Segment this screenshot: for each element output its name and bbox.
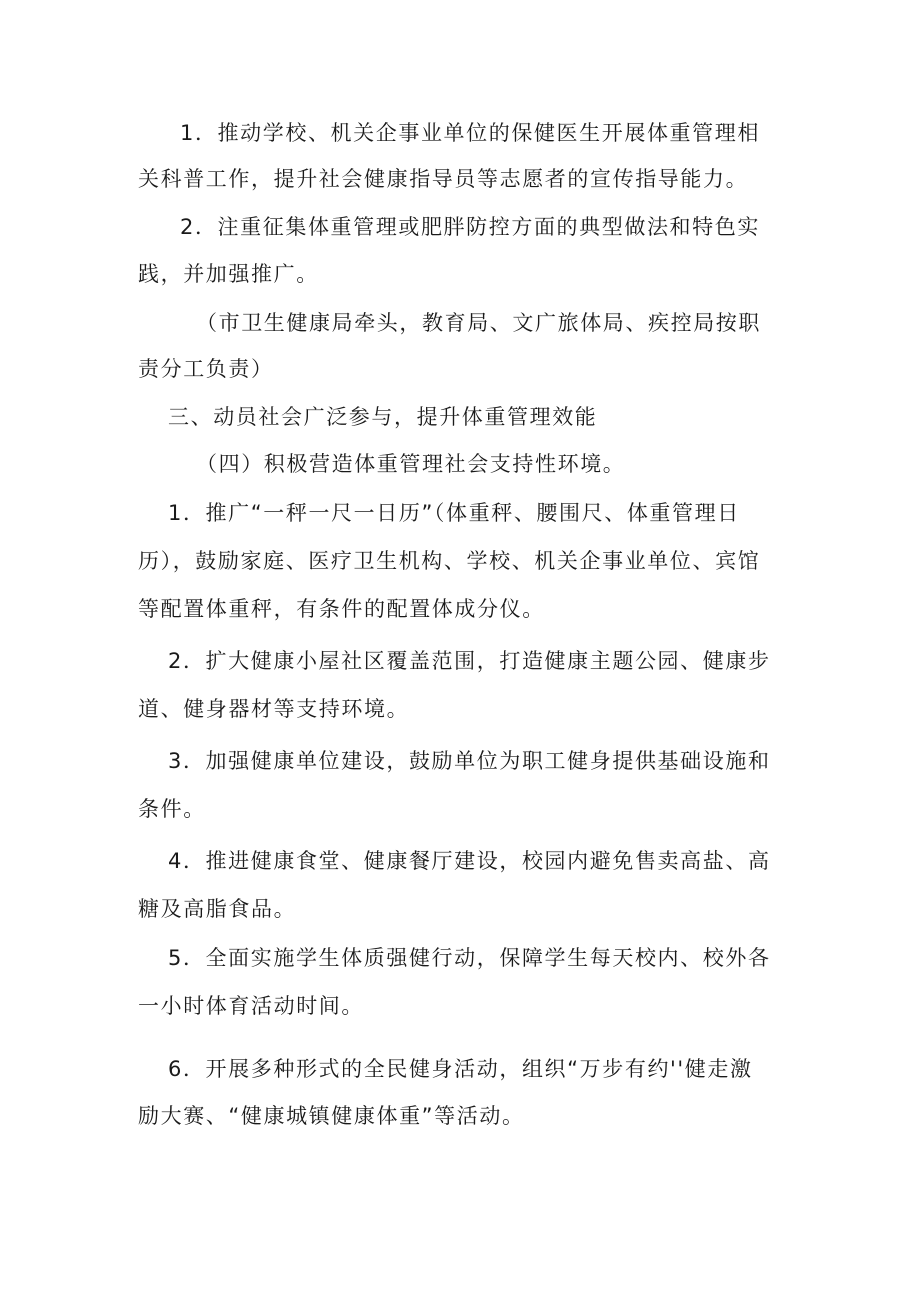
item-3-line-2: 条件。 [138,797,206,821]
item-6-line-2: 励大赛、“健康城镇健康体重”等活动。 [138,1104,525,1128]
responsibility-note-line-2: 责分工负责） [138,357,274,381]
paragraph-1-line-2: 关科普工作，提升社会健康指导员等志愿者的宣传指导能力。 [138,167,749,191]
item-5-line-2: 一小时体育活动时间。 [138,994,364,1018]
item-2-line-1: 2．扩大健康小屋社区覆盖范围，打造健康主题公园、健康步 [168,649,771,673]
item-1-line-3: 等配置体重秤，有条件的配置体成分仪。 [138,597,545,621]
item-4-line-2: 糖及高脂食品。 [138,897,297,921]
responsibility-note-line-1: （市卫生健康局牵头，教育局、文广旅体局、疾控局按职 [196,311,761,335]
paragraph-1-line-1: 1．推动学校、机关企事业单位的保健医生开展体重管理相 [180,121,760,145]
paragraph-2-line-2: 践，并加强推广。 [138,262,319,286]
item-1-line-1: 1．推广“一秤一尺一日历”（体重秤、腰围尺、体重管理日 [168,501,740,525]
item-1-line-2: 历），鼓励家庭、医疗卫生机构、学校、机关企事业单位、宾馆 [138,549,761,573]
item-4-line-1: 4．推进健康食堂、健康餐厅建设，校园内避免售卖高盐、高 [168,849,771,873]
section-heading: 三、动员社会广泛参与，提升体重管理效能 [168,405,598,429]
paragraph-2-line-1: 2．注重征集体重管理或肥胖防控方面的典型做法和特色实 [180,215,760,239]
item-2-line-2: 道、健身器材等支持环境。 [138,697,410,721]
item-6-line-1: 6．开展多种形式的全民健身活动，组织“万步有约''健走激 [168,1057,753,1081]
item-3-line-1: 3．加强健康单位建设，鼓励单位为职工健身提供基础设施和 [168,749,771,773]
subsection-heading: （四）积极营造体重管理社会支持性环境。 [196,452,626,476]
item-5-line-1: 5．全面实施学生体质强健行动，保障学生每天校内、校外各 [168,946,771,970]
